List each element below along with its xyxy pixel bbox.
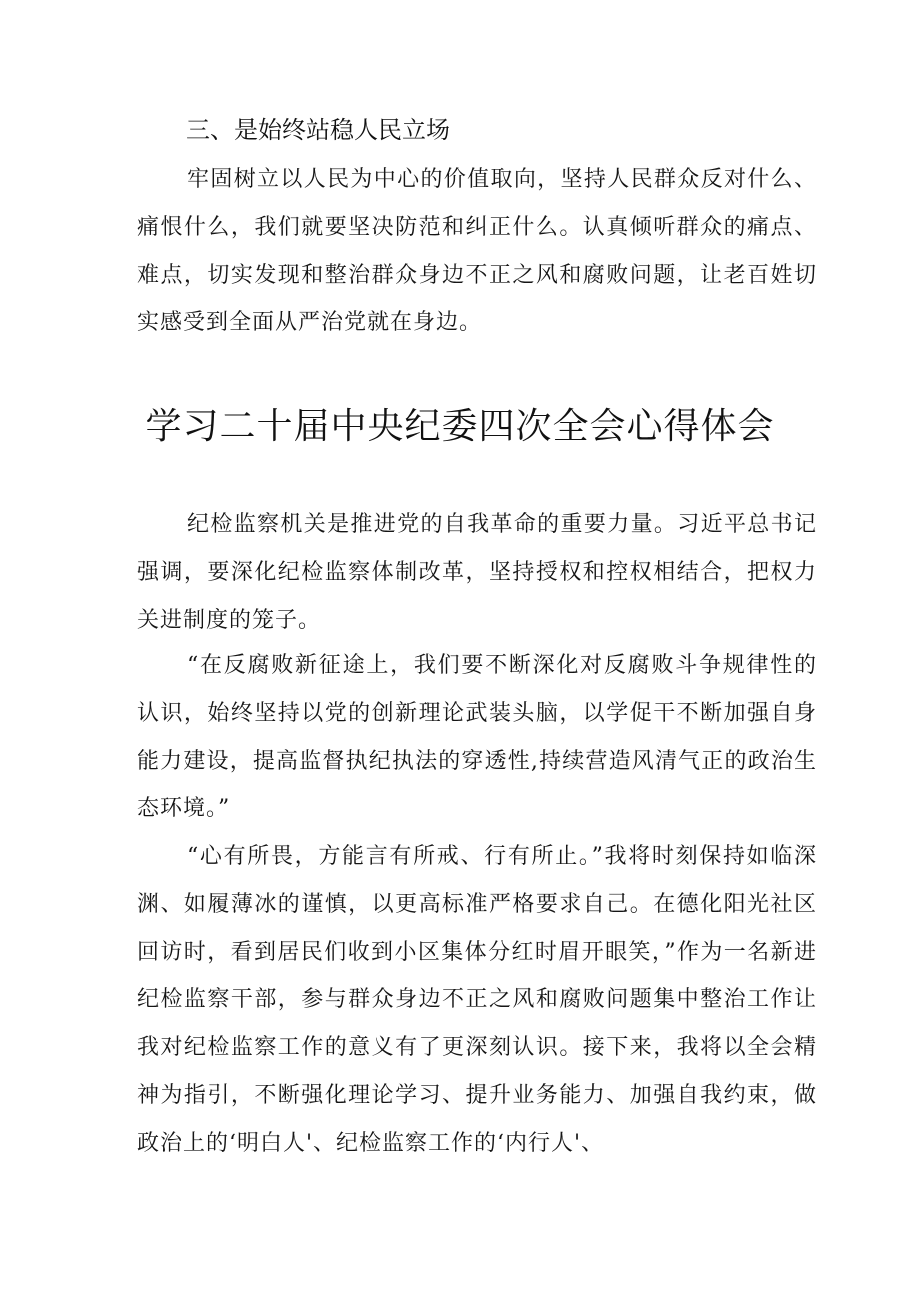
article-paragraph-1: 纪检监察机关是推进党的自我革命的重要力量。习近平总书记强调，要深化纪检监察体制改革，坚持授权和控权相结合，把权力关进制度的笼子。 — [137, 512, 817, 633]
section-paragraph: 牢固树立以人民为中心的价值取向，坚持人民群众反对什么、痛恨什么，我们就要坚决防范和纠正什么。认真倾听群众的痛点、难点，切实发现和整治群众身边不正之风和腐败问题，让老百姓切实感受到全面从严治党就在身边。 — [137, 167, 817, 336]
section-heading: 三、是始终站稳人民立场 — [186, 116, 450, 144]
article-paragraph-3: “心有所畏，方能言有所戒、行有所止。”我将时刻保持如临深渊、如履薄冰的谨慎，以更高标准严格要求自己。在德化阳光社区回访时，看到居民们收到小区集体分红时眉开眼笑，”作为一名新进纪检监察干部，参与群众身边不正之风和腐败问题集中整治工作让我对纪检监察工作的意义有了更深刻认识。接下来，我将以全会精神为指引，不断强化理论学习、提升业务能力、加强自我约束，做政治上的‘明白人'、纪检监察工作的‘内行人'、 — [137, 844, 817, 1156]
article-title: 学习二十届中央纪委四次全会心得体会 — [145, 406, 775, 447]
article-paragraph-2: “在反腐败新征途上，我们要不断深化对反腐败斗争规律性的认识，始终坚持以党的创新理论武装头脑，以学促干不断加强自身能力建设，提高监督执纪执法的穿透性,持续营造风清气正的政治生态环境。” — [137, 653, 817, 822]
